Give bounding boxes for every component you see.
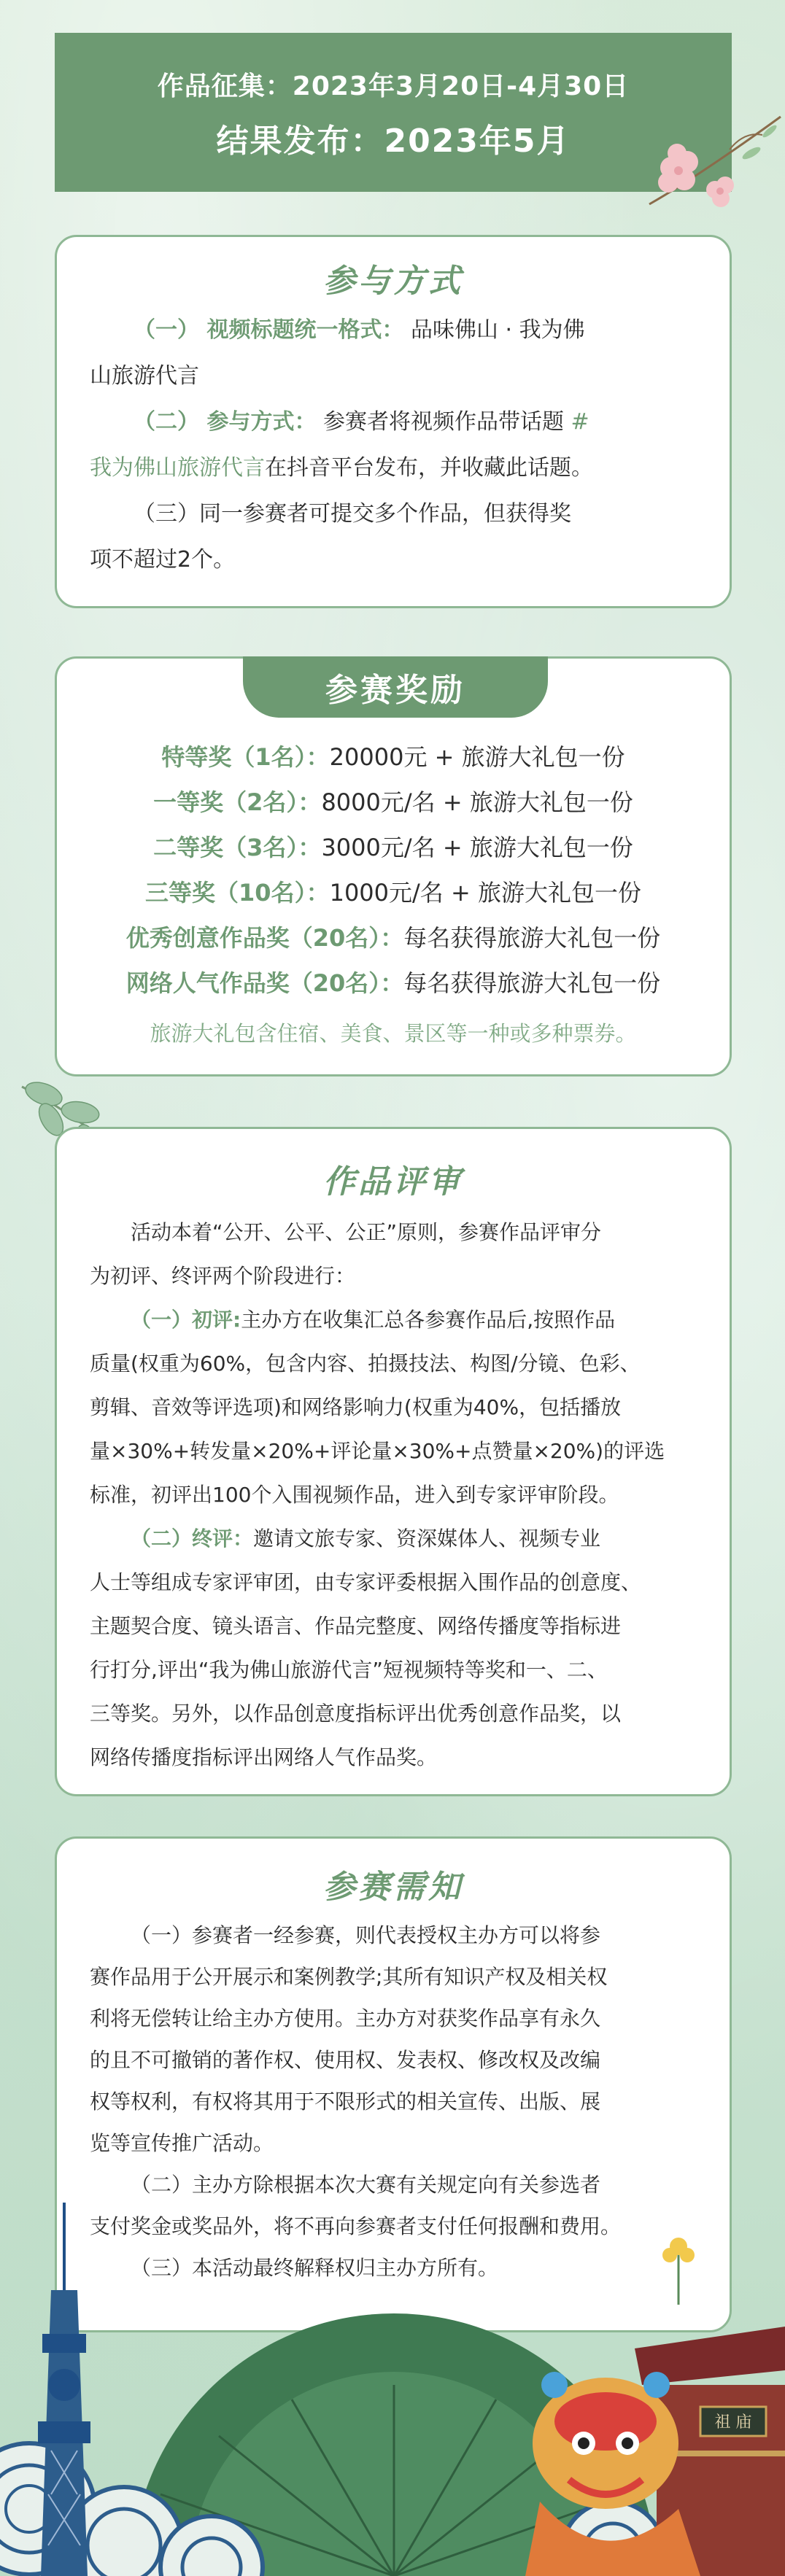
final-review-a: 邀请文旅专家、资深媒体人、视频专业 (253, 1526, 601, 1551)
first-review-label: （一）初评: (131, 1308, 241, 1332)
tower-icon (38, 2203, 90, 2576)
notice-p1-b: 赛作品用于公开展示和案例教学;其所有知识产权及相关权 (90, 1965, 608, 1989)
notice-p1-d: 的且不可撤销的著作权、使用权、发表权、修改权及改编 (90, 2048, 601, 2072)
final-review-c: 主题契合度、镜头语言、作品完整度、网络传播度等指标进 (90, 1614, 622, 1638)
rewards-tab (243, 656, 548, 718)
reward-row (57, 870, 730, 915)
reward-prize: 每名获得旅游大礼包一份 (403, 924, 661, 952)
review-intro-a: 活动本着“公开、公平、公正”原则，参赛作品评审分 (131, 1220, 602, 1244)
review-body (90, 1211, 703, 1780)
participation-card (55, 235, 732, 608)
notice-p2-b: 支付奖金或奖品外，将不再向参赛者支付任何报酬和费用。 (90, 2214, 622, 2238)
final-review-b: 人士等组成专家评审团，由专家评委根据入围作品的创意度、 (90, 1570, 642, 1594)
hashtag-text: 我为佛山旅游代言 (90, 455, 265, 481)
bottom-scenery (0, 2203, 785, 2576)
header-banner (55, 33, 732, 192)
reward-prize: 每名获得旅游大礼包一份 (403, 969, 661, 997)
rewards-card (55, 656, 732, 1076)
reward-note: 旅游大礼包含住宿、美食、景区等一种或多种票券。 (150, 1021, 637, 1046)
first-review-c: 剪辑、音效等评选项)和网络影响力(权重为40%，包括播放 (90, 1395, 622, 1419)
review-intro-b: 为初评、终评两个阶段进行： (90, 1264, 356, 1288)
notice-p2-a: （二）主办方除根据本次大赛有关规定向有关参选者 (131, 2173, 601, 2197)
notice-p1-f: 览等宣传推广活动。 (90, 2131, 274, 2155)
collection-period: 作品征集：2023年3月20日-4月30日 (157, 71, 630, 101)
review-title: 作品评审 (323, 1163, 463, 1200)
final-review-e: 三等奖。另外，以作品创意度指标评出优秀创意作品奖，以 (90, 1702, 622, 1726)
first-review-a: 主办方在收集汇总各参赛作品后,按照作品 (241, 1308, 616, 1332)
participation-body (90, 307, 703, 583)
flower-branch-icon (642, 109, 785, 219)
notice-p1-e: 权等权利，有权将其用于不限形式的相关宣传、出版、展 (90, 2090, 601, 2114)
notice-title: 参赛需知 (323, 1869, 463, 1906)
first-review-b: 质量(权重为60%，包含内容、拍摄技法、构图/分镜、色彩、 (90, 1351, 641, 1376)
limit-text-b: 项不超过2个。 (90, 547, 236, 573)
reward-name: 三等奖（10名）： (145, 879, 330, 907)
reward-prize: 20000元 + 旅游大礼包一份 (329, 743, 625, 771)
reward-name: 一等奖（2名）： (153, 788, 322, 816)
reward-name: 二等奖（3名）： (153, 834, 322, 861)
limit-text-a: （三）同一参赛者可提交多个作品，但获得奖 (134, 501, 571, 527)
final-review-f: 网络传播度指标评出网络人气作品奖。 (90, 1745, 438, 1769)
method-label: （二） 参与方式： (134, 409, 317, 435)
method-text-a: 参赛者将视频作品带话题 (323, 409, 564, 435)
title-format-text-a: 品味佛山 · 我为佛 (411, 317, 585, 343)
review-card (55, 1127, 732, 1796)
notice-p3: （三）本活动最终解释权归主办方所有。 (131, 2256, 499, 2280)
reward-prize: 1000元/名 + 旅游大礼包一份 (329, 879, 641, 907)
result-date: 结果发布：2023年5月 (216, 123, 571, 160)
hashtag-symbol: # (571, 409, 589, 435)
first-review-d: 量×30%+转发量×20%+评论量×30%+点赞量×20%)的评选 (90, 1439, 665, 1463)
reward-row (57, 825, 730, 870)
flower-icon (662, 2238, 695, 2305)
reward-name: 优秀创意作品奖（20名）： (125, 924, 404, 952)
reward-prize: 8000元/名 + 旅游大礼包一份 (321, 788, 633, 816)
reward-row (57, 734, 730, 780)
final-review-d: 行打分,评出“我为佛山旅游代言”短视频特等奖和一、二、 (90, 1658, 608, 1682)
first-review-e: 标准，初评出100个入围视频作品，进入到专家评审阶段。 (90, 1483, 619, 1507)
reward-row (57, 915, 730, 961)
reward-row (57, 780, 730, 825)
method-text-b: 在抖音平台发布，并收藏此话题。 (265, 455, 593, 481)
final-review-label: （二）终评： (131, 1526, 254, 1551)
reward-prize: 3000元/名 + 旅游大礼包一份 (321, 834, 633, 861)
participation-title: 参与方式 (323, 263, 463, 300)
notice-p1-a: （一）参赛者一经参赛，则代表授权主办方可以将参 (131, 1923, 601, 1947)
reward-name: 网络人气作品奖（20名）： (125, 969, 404, 997)
temple-sign: 祖 庙 (714, 2413, 752, 2432)
notice-p1-c: 利将无偿转让给主办方使用。主办方对获奖作品享有永久 (90, 2006, 601, 2030)
title-format-label: （一） 视频标题统一格式： (134, 317, 404, 343)
reward-row (57, 961, 730, 1006)
reward-name: 特等奖（1名）： (161, 743, 330, 771)
title-format-text-b: 山旅游代言 (90, 363, 199, 389)
rewards-title: 参赛奖励 (325, 672, 465, 709)
